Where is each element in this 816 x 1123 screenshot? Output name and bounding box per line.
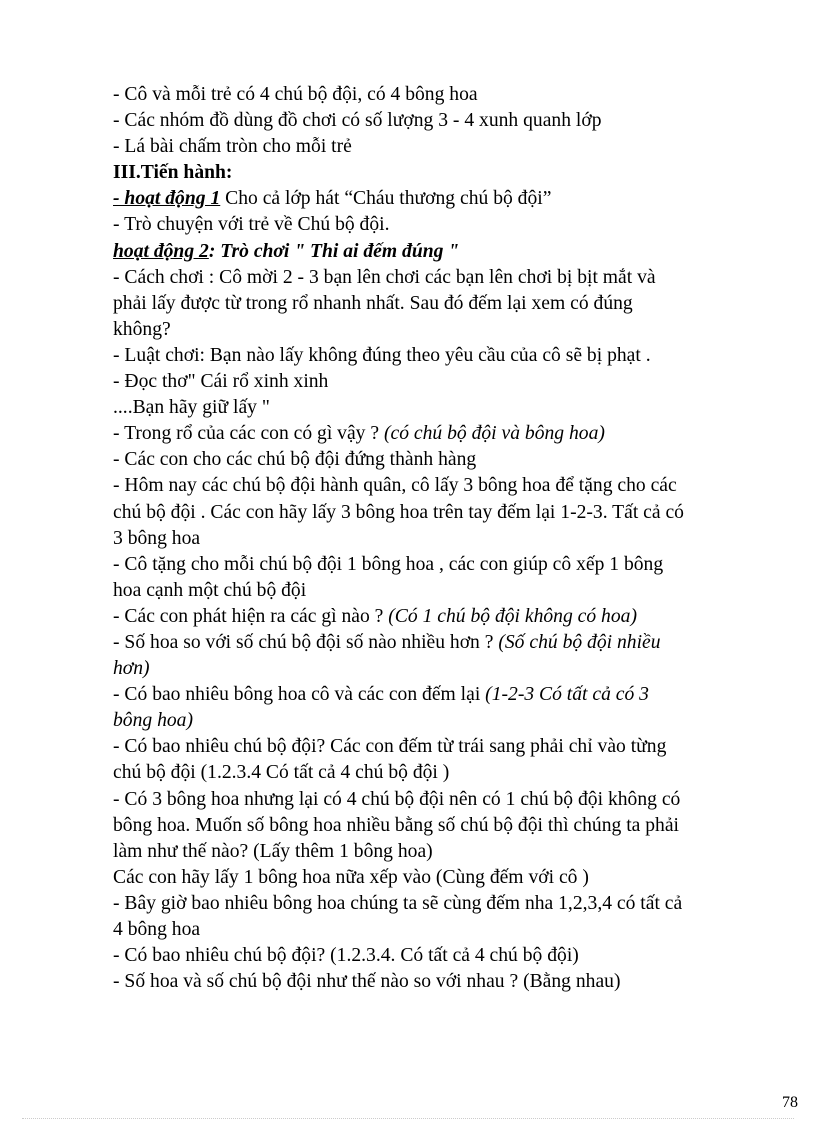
text-line [113,656,753,682]
text-line [113,839,753,865]
text-segment: - Hôm nay các chú bộ đội hành quân, cô lấy 3 bông hoa để tặng cho các [113,475,677,497]
text-line [113,708,753,734]
text-segment: - Có bao nhiêu chú bộ đội? (1.2.3.4. Có tất cả 4 chú bộ đội) [113,945,579,967]
text-segment: làm như thế nào? (Lấy thêm 1 bông hoa) [113,840,433,862]
text-line [113,578,753,604]
text-line [113,239,753,265]
text-segment: - hoạt động 1 [113,188,221,210]
text-line [113,108,753,134]
text-line [113,917,753,943]
text-line [113,865,753,891]
text-segment: - Lá bài chấm tròn cho mỗi trẻ [113,136,352,158]
text-segment: chú bộ đội (1.2.3.4 Có tất cả 4 chú bộ đội ) [113,762,450,784]
text-segment: - Trò chuyện với trẻ về Chú bộ đội. [113,214,390,236]
text-segment: 4 bông hoa [113,919,201,940]
text-line [113,369,753,395]
text-line [113,395,753,421]
text-line [113,813,753,839]
text-line [113,630,753,656]
text-segment: - Đọc thơ" Cái rổ xinh xinh [113,371,329,393]
text-line [113,943,753,969]
text-line [113,447,753,473]
text-segment: hơn) [113,658,150,680]
text-segment: - Có bao nhiêu chú bộ đội? Các con đếm từ trái sang phải chỉ vào từng [113,736,667,758]
text-segment: ....Bạn hãy giữ lấy " [113,397,270,419]
text-segment: (Số chú bộ đội nhiều [498,631,661,653]
text-segment: - Các con phát hiện ra các gì nào ? [113,605,389,627]
text-segment: - Cô tặng cho mỗi chú bộ đội 1 bông hoa , các con giúp cô xếp 1 bông [113,553,664,575]
text-segment: - Số hoa so với số chú bộ đội số nào nhiều hơn ? [113,631,499,653]
text-line [113,682,753,708]
text-segment: (1-2-3 Có tất cả có 3 [485,684,649,706]
text-line [113,134,753,160]
footer-divider [22,1118,794,1119]
text-segment: 3 bông hoa [113,527,201,549]
text-line [113,421,753,447]
text-segment: (có chú bộ đội và bông hoa) [383,423,605,445]
text-line [113,604,753,630]
text-segment: - Các con cho các chú bộ đội đứng thành hàng [113,449,477,471]
text-segment: bông hoa) [113,710,194,732]
text-line [113,317,753,343]
text-line [113,526,753,552]
text-segment: không? [113,318,171,340]
text-line [113,734,753,760]
text-segment: - Trong rổ của các con có gì vậy ? [113,423,384,445]
text-line [113,760,753,786]
text-segment: - Bây giờ bao nhiêu bông hoa chúng ta sẽ cùng đếm nha 1,2,3,4 có tất cả [113,892,683,914]
text-line [113,969,753,995]
text-segment: - Có 3 bông hoa nhưng lại có 4 chú bộ đội nên có 1 chú bộ đội không có [113,788,681,810]
text-line [113,343,753,369]
text-segment: - Luật chơi: Bạn nào lấy không đúng theo yêu cầu của cô sẽ bị phạt . [113,344,651,366]
text-line [113,291,753,317]
text-segment: Cho cả lớp hát “Cháu thương chú bộ đội” [220,188,552,210]
text-segment: III.Tiến hành: [113,162,233,184]
text-segment: bông hoa. Muốn số bông hoa nhiều bằng số chú bộ đội thì chúng ta phải [113,814,679,836]
text-line [113,500,753,526]
text-line [113,265,753,291]
text-line [113,82,753,108]
text-line [113,891,753,917]
text-segment: - Các nhóm đồ dùng đồ chơi có số lượng 3 - 4 xunh quanh lớp [113,110,602,132]
text-segment: hoa cạnh một chú bộ đội [113,579,307,601]
text-line [113,186,753,212]
text-segment: - Có bao nhiêu bông hoa cô và các con đếm lại [113,684,486,706]
text-line [113,473,753,499]
text-segment: phải lấy được từ trong rổ nhanh nhất. Sau đó đếm lại xem có đúng [113,292,633,314]
text-segment: - Cách chơi : Cô mời 2 - 3 bạn lên chơi các bạn lên chơi bị bịt mắt và [113,266,656,288]
text-segment: : Trò chơi " Thi ai đếm đúng " [208,240,460,262]
text-segment: chú bộ đội . Các con hãy lấy 3 bông hoa trên tay đếm lại 1-2-3. Tất cả có [113,501,684,523]
page-number: 78 [782,1094,798,1111]
text-line [113,787,753,813]
text-line [113,552,753,578]
text-segment: Các con hãy lấy 1 bông hoa nữa xếp vào (Cùng đếm với cô ) [113,866,589,888]
document-body [113,82,753,995]
text-segment: (Có 1 chú bộ đội không có hoa) [388,605,637,627]
text-line [113,212,753,238]
text-segment: hoạt động 2 [113,240,209,262]
text-line [113,160,753,186]
text-segment: - Số hoa và số chú bộ đội như thế nào so với nhau ? (Bằng nhau) [113,971,621,993]
text-segment: - Cô và mỗi trẻ có 4 chú bộ đội, có 4 bông hoa [113,84,478,105]
